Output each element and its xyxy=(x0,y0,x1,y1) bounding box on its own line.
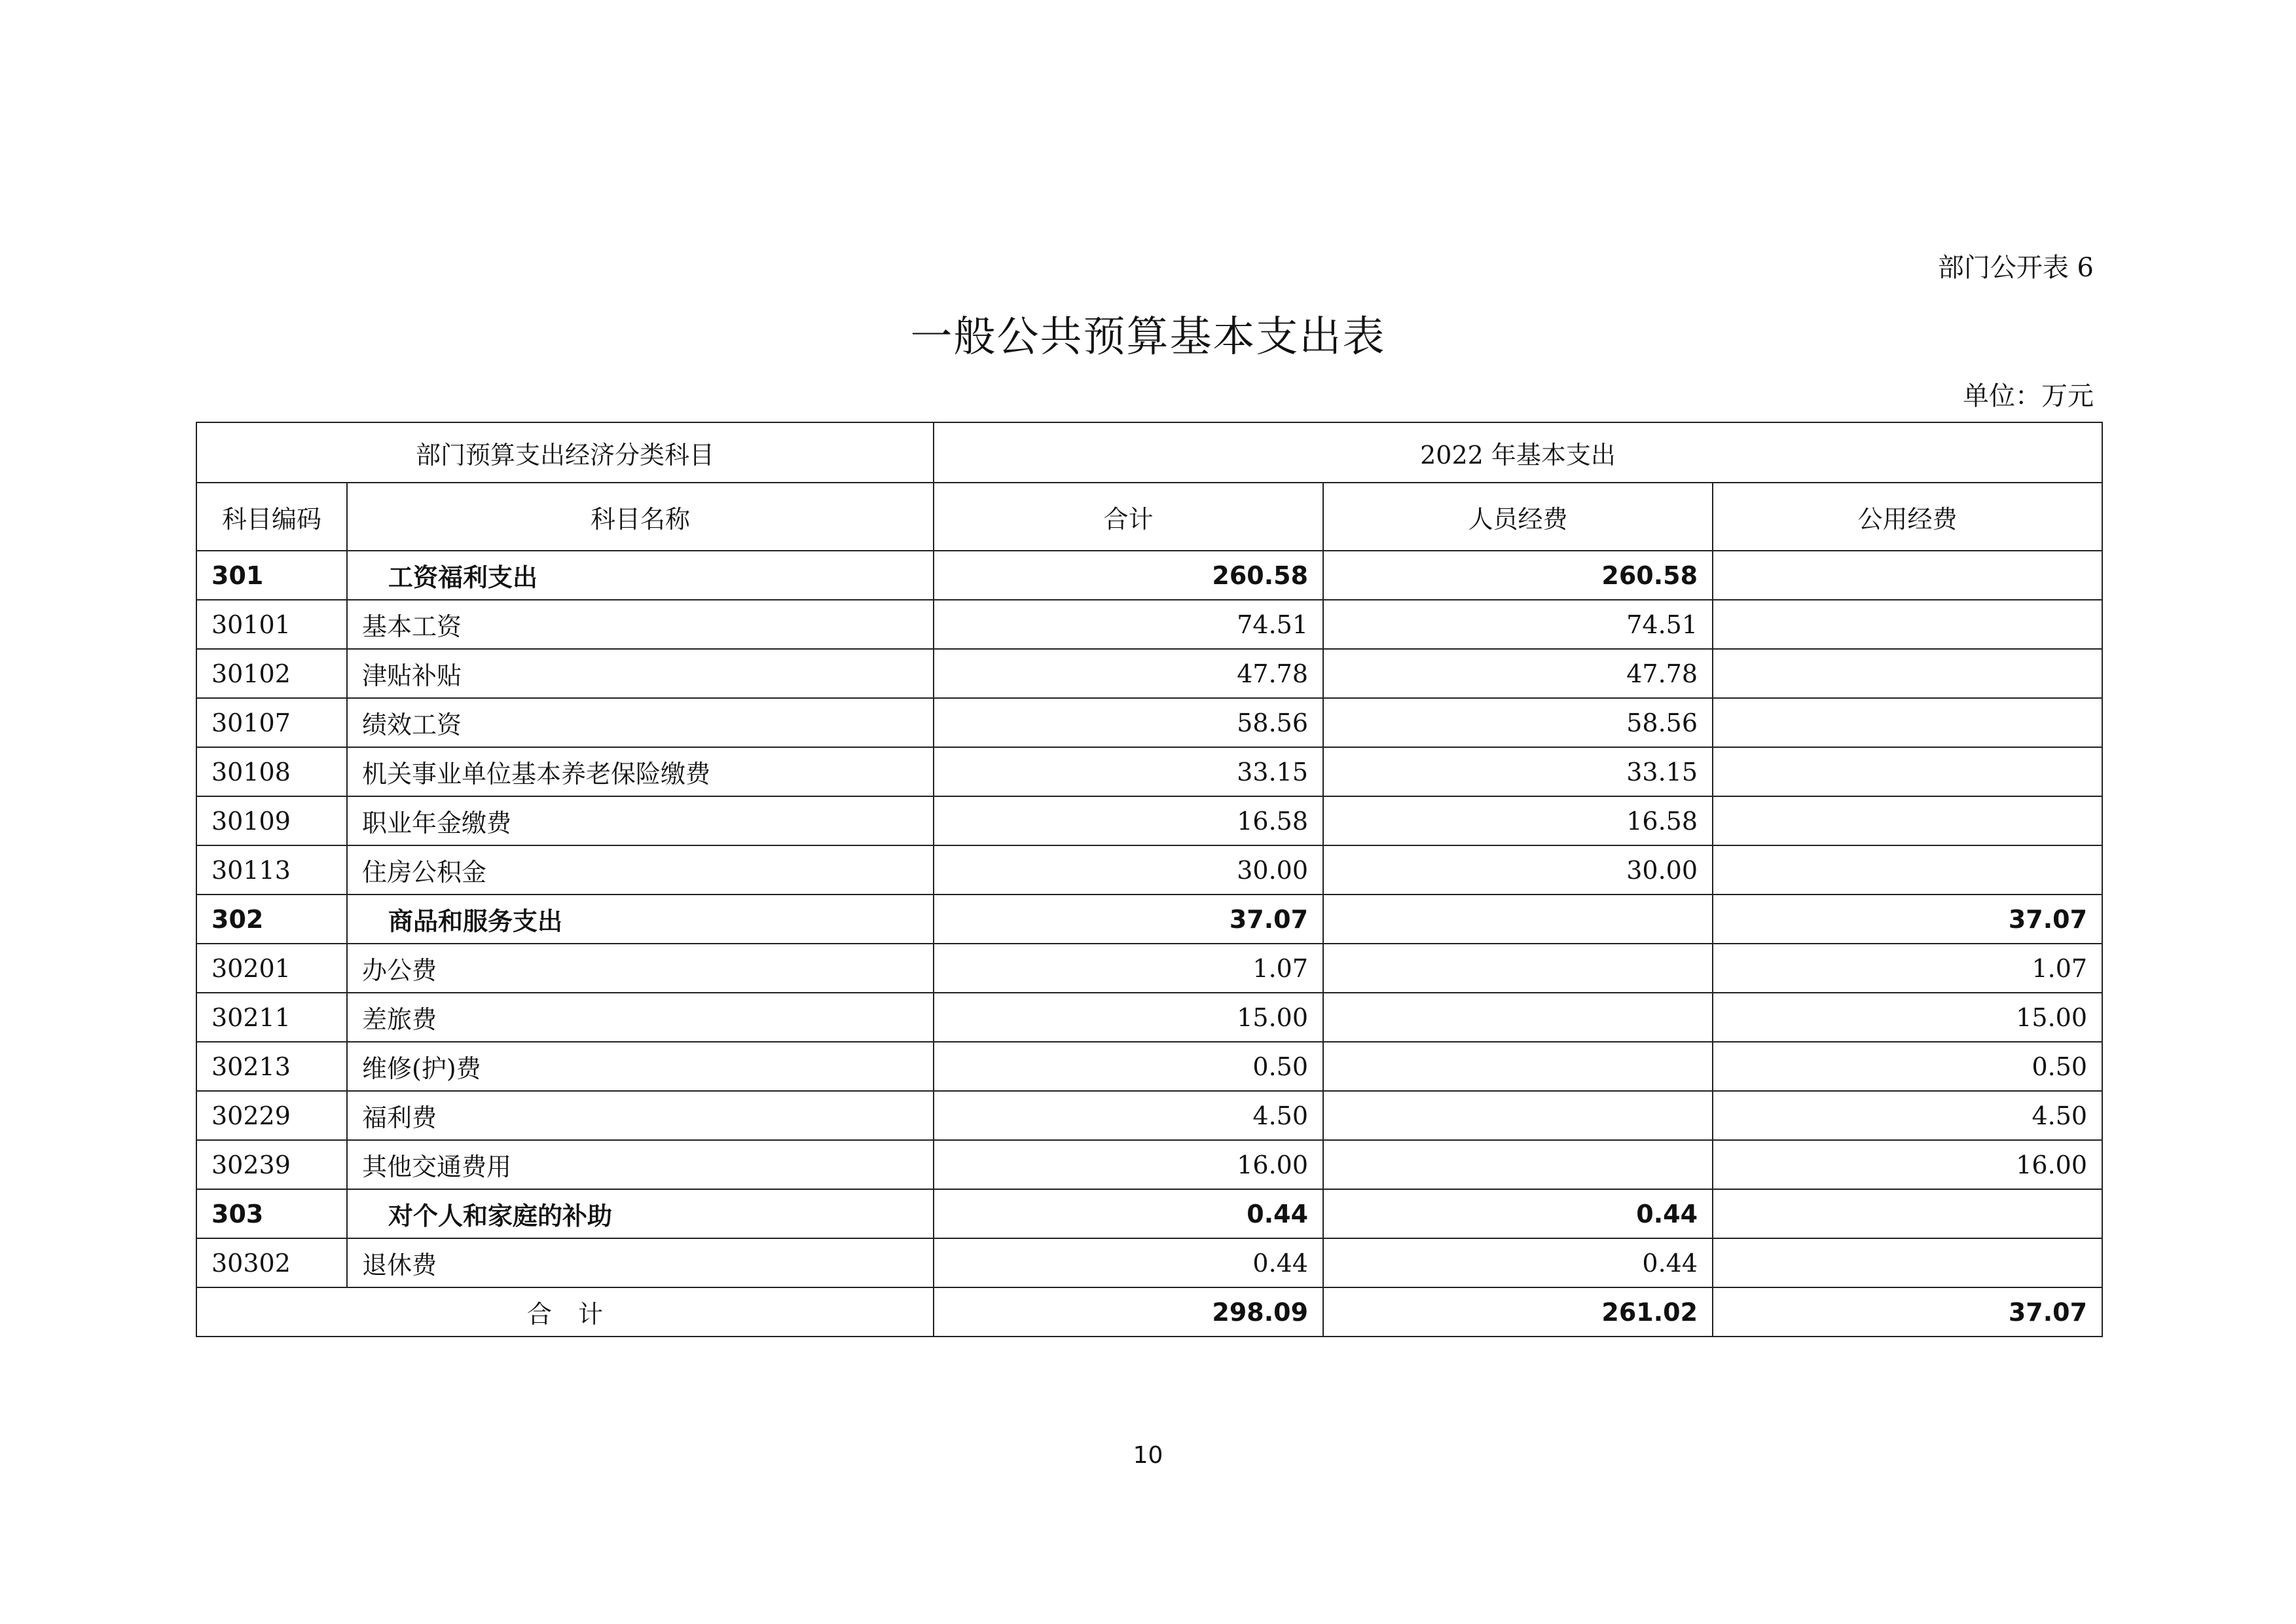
cell-total: 30.00 xyxy=(934,845,1323,895)
total-personnel: 261.02 xyxy=(1323,1287,1713,1337)
cell-total: 37.07 xyxy=(934,895,1323,944)
cell-code: 30113 xyxy=(196,845,347,895)
column-header-public: 公用经费 xyxy=(1713,483,2102,551)
cell-total: 16.00 xyxy=(934,1140,1323,1189)
cell-total: 0.44 xyxy=(934,1189,1323,1238)
cell-public: 1.07 xyxy=(1713,944,2102,993)
cell-personnel: 16.58 xyxy=(1323,796,1713,845)
cell-public xyxy=(1713,649,2102,698)
cell-code: 30107 xyxy=(196,698,347,747)
cell-total: 0.44 xyxy=(934,1238,1323,1287)
cell-code: 303 xyxy=(196,1189,347,1238)
cell-code: 301 xyxy=(196,551,347,600)
cell-code: 30239 xyxy=(196,1140,347,1189)
column-header-personnel: 人员经费 xyxy=(1323,483,1713,551)
cell-personnel: 74.51 xyxy=(1323,600,1713,649)
cell-personnel: 0.44 xyxy=(1323,1189,1713,1238)
cell-code: 30213 xyxy=(196,1042,347,1091)
cell-personnel: 58.56 xyxy=(1323,698,1713,747)
table-label: 部门公开表 6 xyxy=(1937,253,2094,283)
cell-code: 30211 xyxy=(196,993,347,1042)
cell-name: 办公费 xyxy=(347,944,934,993)
cell-name: 退休费 xyxy=(347,1238,934,1287)
cell-personnel xyxy=(1323,1140,1713,1189)
total-row xyxy=(196,1287,2102,1337)
cell-name: 津贴补贴 xyxy=(347,649,934,698)
cell-name: 其他交通费用 xyxy=(347,1140,934,1189)
total-label: 合计 xyxy=(196,1287,934,1337)
cell-public: 15.00 xyxy=(1713,993,2102,1042)
budget-table xyxy=(196,422,2103,1337)
cell-total: 74.51 xyxy=(934,600,1323,649)
table-row xyxy=(196,747,2102,796)
group-header-budget: 2022 年基本支出 xyxy=(934,422,2102,483)
cell-public xyxy=(1713,551,2102,600)
group-header-category: 部门预算支出经济分类科目 xyxy=(196,422,934,483)
total-public: 37.07 xyxy=(1713,1287,2102,1337)
cell-public: 4.50 xyxy=(1713,1091,2102,1140)
cell-personnel: 260.58 xyxy=(1323,551,1713,600)
unit-label: 单位：万元 xyxy=(1963,381,2094,411)
cell-total: 33.15 xyxy=(934,747,1323,796)
cell-code: 30108 xyxy=(196,747,347,796)
cell-name: 对个人和家庭的补助 xyxy=(347,1189,934,1238)
cell-name: 基本工资 xyxy=(347,600,934,649)
table-row xyxy=(196,1091,2102,1140)
column-header-row xyxy=(196,483,2102,551)
table-row xyxy=(196,600,2102,649)
cell-code: 302 xyxy=(196,895,347,944)
total-total: 298.09 xyxy=(934,1287,1323,1337)
cell-personnel xyxy=(1323,895,1713,944)
table-row xyxy=(196,845,2102,895)
table-row xyxy=(196,1140,2102,1189)
cell-name: 维修(护)费 xyxy=(347,1042,934,1091)
cell-personnel xyxy=(1323,1091,1713,1140)
cell-public xyxy=(1713,796,2102,845)
cell-personnel xyxy=(1323,944,1713,993)
cell-public: 16.00 xyxy=(1713,1140,2102,1189)
cell-total: 0.50 xyxy=(934,1042,1323,1091)
table-row xyxy=(196,1042,2102,1091)
cell-total: 260.58 xyxy=(934,551,1323,600)
cell-public xyxy=(1713,747,2102,796)
cell-name: 商品和服务支出 xyxy=(347,895,934,944)
cell-name: 差旅费 xyxy=(347,993,934,1042)
column-header-code: 科目编码 xyxy=(196,483,347,551)
cell-public: 0.50 xyxy=(1713,1042,2102,1091)
table-row xyxy=(196,551,2102,600)
table-row xyxy=(196,796,2102,845)
cell-personnel: 33.15 xyxy=(1323,747,1713,796)
cell-total: 16.58 xyxy=(934,796,1323,845)
cell-total: 15.00 xyxy=(934,993,1323,1042)
cell-total: 4.50 xyxy=(934,1091,1323,1140)
table-row xyxy=(196,944,2102,993)
table-row xyxy=(196,1238,2102,1287)
cell-public xyxy=(1713,1238,2102,1287)
cell-name: 工资福利支出 xyxy=(347,551,934,600)
cell-code: 30102 xyxy=(196,649,347,698)
cell-public xyxy=(1713,845,2102,895)
cell-public xyxy=(1713,1189,2102,1238)
cell-name: 绩效工资 xyxy=(347,698,934,747)
table-row xyxy=(196,993,2102,1042)
page-number: 10 xyxy=(1133,1442,1163,1469)
cell-code: 30302 xyxy=(196,1238,347,1287)
cell-public xyxy=(1713,698,2102,747)
cell-name: 住房公积金 xyxy=(347,845,934,895)
cell-public xyxy=(1713,600,2102,649)
cell-name: 机关事业单位基本养老保险缴费 xyxy=(347,747,934,796)
cell-personnel xyxy=(1323,1042,1713,1091)
group-header-row xyxy=(196,422,2102,483)
cell-code: 30229 xyxy=(196,1091,347,1140)
cell-total: 1.07 xyxy=(934,944,1323,993)
table-row xyxy=(196,649,2102,698)
cell-public: 37.07 xyxy=(1713,895,2102,944)
cell-code: 30101 xyxy=(196,600,347,649)
page-title: 一般公共预算基本支出表 xyxy=(910,313,1386,361)
cell-total: 47.78 xyxy=(934,649,1323,698)
cell-personnel: 30.00 xyxy=(1323,845,1713,895)
column-header-name: 科目名称 xyxy=(347,483,934,551)
cell-personnel: 0.44 xyxy=(1323,1238,1713,1287)
cell-name: 职业年金缴费 xyxy=(347,796,934,845)
table-row xyxy=(196,698,2102,747)
cell-code: 30109 xyxy=(196,796,347,845)
cell-total: 58.56 xyxy=(934,698,1323,747)
table-row xyxy=(196,895,2102,944)
cell-personnel xyxy=(1323,993,1713,1042)
cell-name: 福利费 xyxy=(347,1091,934,1140)
column-header-total: 合计 xyxy=(934,483,1323,551)
cell-personnel: 47.78 xyxy=(1323,649,1713,698)
table-row xyxy=(196,1189,2102,1238)
cell-code: 30201 xyxy=(196,944,347,993)
